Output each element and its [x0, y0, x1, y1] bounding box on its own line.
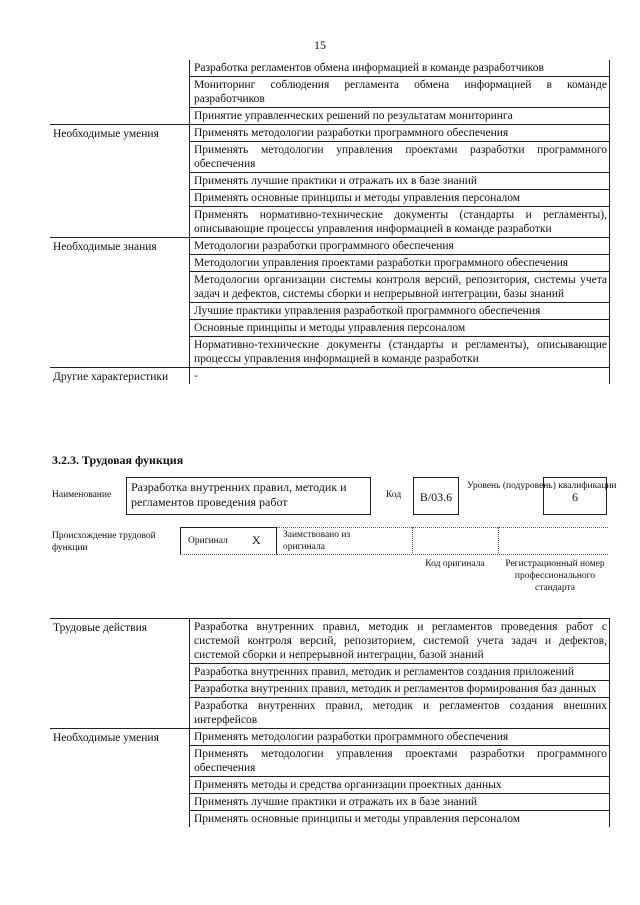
row-label: Другие характеристики	[50, 368, 190, 385]
code-label: Код	[386, 490, 402, 500]
skills-knowledge-table	[50, 60, 610, 384]
list-item: -	[194, 370, 198, 382]
divider	[412, 527, 413, 553]
registration-number-label: Регистрационный номер профессионального стандарта	[505, 559, 605, 593]
list-item: Применять методологии управления проектами разработки программного обеспечения	[190, 141, 609, 172]
list-item: Разработка внутренних правил, методик и регламентов создания приложений	[190, 663, 609, 680]
table-row	[50, 60, 610, 125]
list-item: Разработка внутренних правил, методик и регламентов формирования баз данных	[190, 680, 609, 697]
list-item: Основные принципы и методы управления персоналом	[190, 319, 609, 336]
function-code: B/03.6	[413, 477, 459, 515]
table-row	[50, 729, 610, 828]
table-row	[50, 368, 610, 385]
list-item: Применять лучшие практики и отражать их в базе знаний	[190, 793, 609, 810]
list-item: Применять нормативно-технические документы (стандарты и регламенты), описывающие процессы управления информацией в команде разработки	[190, 206, 609, 237]
table-row	[50, 125, 610, 238]
list-item: Применять методы и средства организации проектных данных	[190, 776, 609, 793]
function-name: Разработка внутренних правил, методик и регламентов проведения работ	[126, 477, 371, 515]
list-item: Применять основные принципы и методы управления персоналом	[190, 189, 609, 206]
list-item: Методологии управления проектами разработки программного обеспечения	[190, 254, 609, 271]
row-content	[190, 125, 610, 238]
list-item: Применять основные принципы и методы управления персоналом	[190, 810, 609, 827]
row-content	[190, 729, 610, 828]
row-label: Необходимые знания	[50, 238, 190, 368]
list-item: Разработка регламентов обмена информацией в команде разработчиков	[194, 62, 544, 74]
row-content	[190, 238, 610, 368]
list-item: Применять методологии разработки программного обеспечения	[194, 731, 509, 743]
code-original-label: Код оригинала	[425, 559, 485, 569]
row-label: Трудовые действия	[53, 622, 148, 634]
list-item: Применять методологии разработки программного обеспечения	[194, 127, 509, 139]
list-item: Применять методологии управления проектами разработки программного обеспечения	[190, 745, 609, 776]
row-content	[190, 60, 610, 125]
row-label: Необходимые умения	[50, 729, 190, 828]
row-label: Необходимые умения	[50, 125, 190, 238]
table-row	[50, 619, 610, 729]
borrowed-label: Заимствовано из оригинала	[283, 530, 351, 552]
row-content	[190, 619, 610, 729]
list-item: Нормативно-технические документы (стандарты и регламенты), описывающие процессы управления информацией в команде разработки	[190, 336, 609, 367]
row-content	[190, 368, 610, 385]
divider	[498, 527, 499, 553]
original-mark: X	[252, 533, 261, 547]
list-item: Принятие управленческих решений по результатам мониторинга	[190, 107, 609, 124]
level-label: Уровень (подуровень) квалификации	[467, 481, 617, 491]
list-item: Лучшие практики управления разработкой программного обеспечения	[190, 302, 609, 319]
list-item: Методологии организации системы контроля версий, репозитория, системы учета задач и дефектов, системы сборки и непрерывной интеграции, базы знаний	[190, 271, 609, 302]
list-item: Разработка внутренних правил, методик и регламентов создания внешних интерфейсов	[190, 697, 609, 728]
original-label: Оригинал	[188, 536, 228, 546]
list-item: Методологии разработки программного обеспечения	[194, 240, 454, 252]
page-number: 15	[314, 38, 326, 52]
labor-function-table	[50, 618, 610, 827]
name-label: Наименование	[52, 490, 112, 500]
list-item: Мониторинг соблюдения регламента обмена информацией в команде разработчиков	[190, 76, 609, 107]
qualification-level: 6	[543, 477, 607, 515]
origin-label: Происхождение трудовой функции	[52, 531, 156, 553]
table-row	[50, 238, 610, 368]
list-item: Разработка внутренних правил, методик и регламентов проведения работ с системой контроля версий, репозиторием, системой учета задач и дефектов, системой сборки и непрерывной интеграции, базой знаний	[194, 621, 607, 661]
section-heading: 3.2.3. Трудовая функция	[52, 453, 184, 467]
row-label	[50, 60, 190, 125]
list-item: Применять лучшие практики и отражать их в базе знаний	[190, 172, 609, 189]
